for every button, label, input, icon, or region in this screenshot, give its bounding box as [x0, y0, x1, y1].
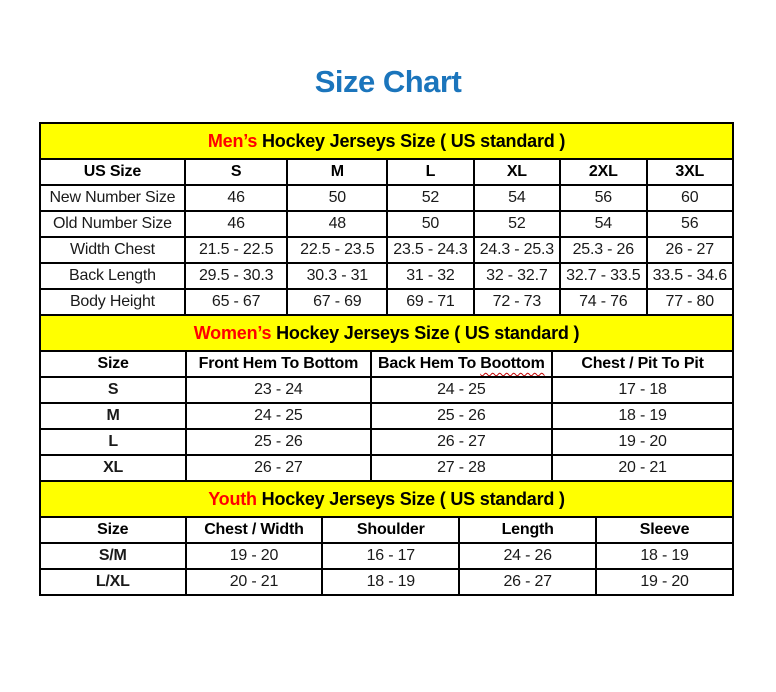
table-cell: 46	[185, 185, 288, 211]
row-label: L	[40, 429, 186, 455]
mens-section-header: Men’s Hockey Jerseys Size ( US standard )	[40, 123, 733, 159]
table-cell: 18 - 19	[596, 543, 733, 569]
table-row	[40, 289, 733, 315]
row-label: Body Height	[40, 289, 185, 315]
row-label: Width Chest	[40, 237, 185, 263]
table-cell: 19 - 20	[552, 429, 733, 455]
table-cell: 65 - 67	[185, 289, 288, 315]
table-row	[40, 237, 733, 263]
column-header: Chest / Pit To Pit	[552, 351, 733, 377]
table-cell: 16 - 17	[322, 543, 459, 569]
table-cell: 24 - 25	[371, 377, 553, 403]
table-cell: 19 - 20	[596, 569, 733, 595]
row-label: XL	[40, 455, 186, 481]
column-header: US Size	[40, 159, 185, 185]
table-cell: 50	[287, 185, 387, 211]
table-cell: 26 - 27	[371, 429, 553, 455]
column-header: Length	[459, 517, 596, 543]
column-header: Sleeve	[596, 517, 733, 543]
womens-size-table	[39, 314, 734, 482]
table-cell: 25 - 26	[371, 403, 553, 429]
womens-column-header-row	[40, 351, 733, 377]
table-row	[40, 455, 733, 481]
column-header: XL	[474, 159, 560, 185]
column-header: Size	[40, 351, 186, 377]
section-header-highlight: Men’s	[207, 130, 258, 151]
column-header: S	[185, 159, 288, 185]
table-row	[40, 185, 733, 211]
page-title: Size Chart	[314, 64, 462, 99]
table-row	[40, 429, 733, 455]
size-chart-tables	[39, 122, 734, 596]
column-header: Front Hem To Bottom	[186, 351, 370, 377]
table-cell: 32 - 32.7	[474, 263, 560, 289]
column-header: Size	[40, 517, 186, 543]
table-cell: 48	[287, 211, 387, 237]
table-cell: 27 - 28	[371, 455, 553, 481]
table-cell: 25 - 26	[186, 429, 370, 455]
column-header: Back Hem To Boottom	[371, 351, 553, 377]
table-cell: 50	[387, 211, 473, 237]
table-cell: 32.7 - 33.5	[560, 263, 646, 289]
table-row	[40, 543, 733, 569]
table-cell: 17 - 18	[552, 377, 733, 403]
table-cell: 23.5 - 24.3	[387, 237, 473, 263]
table-cell: 20 - 21	[552, 455, 733, 481]
table-cell: 56	[647, 211, 734, 237]
column-header: L	[387, 159, 473, 185]
table-cell: 74 - 76	[560, 289, 646, 315]
youth-section-header: Youth Hockey Jerseys Size ( US standard )	[40, 481, 733, 517]
table-cell: 72 - 73	[474, 289, 560, 315]
row-label: L/XL	[40, 569, 186, 595]
table-cell: 24 - 26	[459, 543, 596, 569]
youth-size-table	[39, 480, 734, 596]
table-cell: 25.3 - 26	[560, 237, 646, 263]
table-cell: 20 - 21	[186, 569, 323, 595]
column-header: Chest / Width	[186, 517, 323, 543]
table-cell: 56	[560, 185, 646, 211]
section-header-highlight: Youth	[208, 488, 257, 509]
table-cell: 26 - 27	[647, 237, 734, 263]
row-label: S	[40, 377, 186, 403]
table-row	[40, 211, 733, 237]
table-cell: 46	[185, 211, 288, 237]
column-header: M	[287, 159, 387, 185]
row-label: Back Length	[40, 263, 185, 289]
table-cell: 19 - 20	[186, 543, 323, 569]
table-cell: 31 - 32	[387, 263, 473, 289]
table-cell: 18 - 19	[552, 403, 733, 429]
table-cell: 24.3 - 25.3	[474, 237, 560, 263]
table-row	[40, 569, 733, 595]
row-label: Old Number Size	[40, 211, 185, 237]
table-cell: 67 - 69	[287, 289, 387, 315]
table-cell: 69 - 71	[387, 289, 473, 315]
misspelled-word: Boottom	[480, 355, 545, 372]
table-cell: 52	[474, 211, 560, 237]
mens-size-table	[39, 122, 734, 316]
mens-column-header-row	[40, 159, 733, 185]
table-cell: 29.5 - 30.3	[185, 263, 288, 289]
table-cell: 18 - 19	[322, 569, 459, 595]
table-cell: 30.3 - 31	[287, 263, 387, 289]
table-cell: 23 - 24	[186, 377, 370, 403]
column-header: 3XL	[647, 159, 734, 185]
row-label: New Number Size	[40, 185, 185, 211]
table-cell: 22.5 - 23.5	[287, 237, 387, 263]
table-cell: 26 - 27	[459, 569, 596, 595]
row-label: S/M	[40, 543, 186, 569]
youth-column-header-row	[40, 517, 733, 543]
table-cell: 54	[560, 211, 646, 237]
table-cell: 33.5 - 34.6	[647, 263, 734, 289]
table-cell: 24 - 25	[186, 403, 370, 429]
table-cell: 26 - 27	[186, 455, 370, 481]
column-header: 2XL	[560, 159, 646, 185]
table-row	[40, 377, 733, 403]
table-cell: 60	[647, 185, 734, 211]
table-cell: 52	[387, 185, 473, 211]
table-cell: 77 - 80	[647, 289, 734, 315]
row-label: M	[40, 403, 186, 429]
table-row	[40, 263, 733, 289]
section-header-highlight: Women’s	[193, 322, 272, 343]
table-cell: 54	[474, 185, 560, 211]
column-header: Shoulder	[322, 517, 459, 543]
table-row	[40, 403, 733, 429]
womens-section-header: Women’s Hockey Jerseys Size ( US standard )	[40, 315, 733, 351]
table-cell: 21.5 - 22.5	[185, 237, 288, 263]
